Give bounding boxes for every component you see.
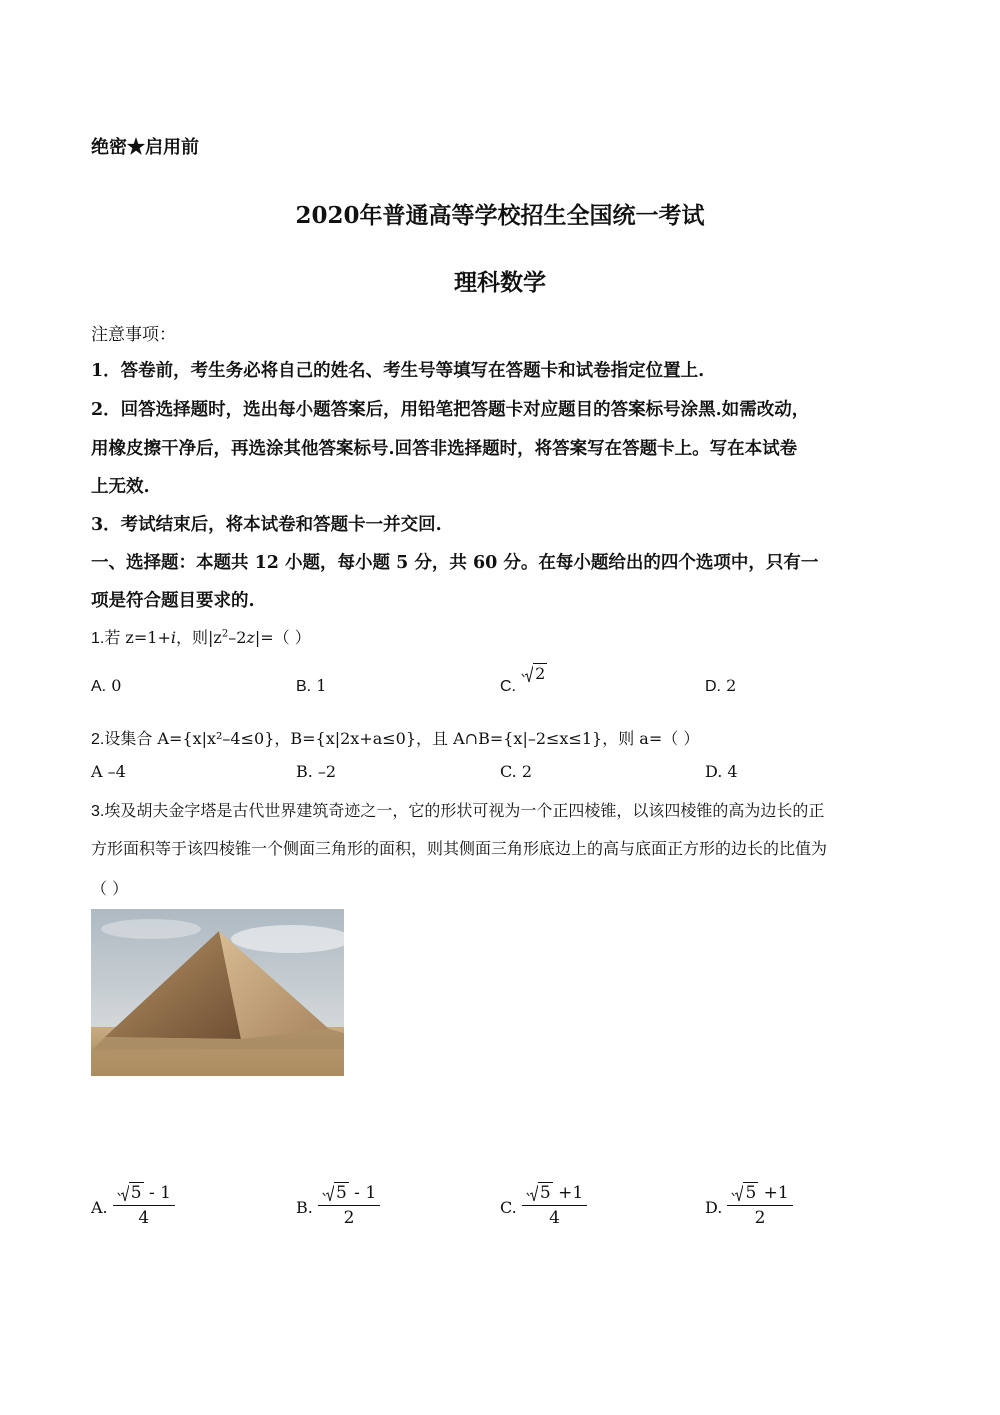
q3-option-c-radicand: 5 [539, 1183, 551, 1203]
question-1 [91, 625, 311, 648]
q3-option-b-denominator: 2 [343, 1208, 355, 1228]
q3-option-d-denominator: 2 [754, 1208, 766, 1228]
question-3-line-2: 方形面积等于该四棱锥一个侧面三角形的面积，则其侧面三角形底边上的高与底面正方形的边长的比值为 [91, 839, 828, 858]
question-1-text-d: |=（ ） [254, 628, 311, 647]
radical-sign-icon [121, 1185, 129, 1202]
question-1-number: 1. [91, 630, 105, 647]
radical-sign-icon [525, 666, 533, 683]
q3-option-d[interactable] [705, 1183, 793, 1228]
q3-option-d-numerator [727, 1183, 792, 1206]
confidential-label: 绝密★启用前 [91, 137, 199, 158]
q2-option-a[interactable]: A –4 [91, 762, 126, 781]
question-2-text: 设集合 A={x|x²–4≤0}，B={x|2x+a≤0}，且 A∩B={x|–2≤x≤1}，则 a=（ ） [104, 729, 700, 748]
question-1-text-b: ，则|z [175, 628, 222, 647]
notice-item-2-line-1: 2．回答选择题时，选出每小题答案后，用铅笔把答题卡对应题目的答案标号涂黑.如需改动， [91, 400, 810, 420]
question-1-text-a: 若 z=1+ [104, 628, 171, 647]
pyramid-image-icon [91, 909, 344, 1076]
radical-sign-icon [326, 1185, 334, 1202]
q3-option-a-label: A. [91, 1198, 108, 1217]
section-heading-line-1: 一、选择题：本题共 12 小题，每小题 5 分，共 60 分。在每小题给出的四个选项中，只有一 [91, 553, 819, 573]
q1-option-d[interactable] [705, 676, 736, 696]
notice-item-2-line-3: 上无效. [91, 477, 150, 497]
section-heading-line-2: 项是符合题目要求的. [91, 591, 255, 611]
q3-option-b-label: B. [296, 1198, 313, 1217]
q3-option-c[interactable] [500, 1183, 587, 1228]
question-1-sup: 2 [221, 628, 229, 640]
q3-option-b-radicand: 5 [335, 1183, 347, 1203]
q1-option-c[interactable] [500, 664, 547, 695]
q3-option-d-fraction [727, 1183, 792, 1228]
exam-subject: 理科数学 [454, 269, 546, 296]
q2-option-d[interactable]: D. 4 [705, 762, 738, 781]
q3-option-a-denominator: 4 [138, 1208, 150, 1228]
q1-option-b[interactable] [296, 676, 326, 696]
notice-heading: 注意事项： [91, 325, 176, 345]
pyramid-photo [91, 909, 344, 1076]
q1-option-b-label: B. [296, 678, 312, 695]
question-3-line-3: （ ） [91, 879, 129, 898]
q3-option-a-fraction [113, 1183, 175, 1228]
notice-item-1: 1．答卷前，考生务必将自己的姓名、考生号等填写在答题卡和试卷指定位置上. [91, 361, 705, 381]
question-3-line-1 [91, 798, 824, 821]
question-1-text-i: i [170, 628, 176, 647]
q1-option-d-label: D. [705, 678, 721, 695]
exam-title: 2020年普通高等学校招生全国统一考试 [295, 202, 705, 229]
q1-option-a-label: A. [91, 678, 107, 695]
notice-item-2-line-2: 用橡皮擦干净后，再选涂其他答案标号.回答非选择题时，将答案写在答题卡上。写在本试卷 [91, 439, 798, 459]
question-2 [91, 726, 699, 749]
question-1-text-c: –2 [228, 628, 247, 647]
q3-option-d-label: D. [705, 1198, 723, 1217]
q3-option-c-operator: +1 [552, 1183, 584, 1203]
q1-option-c-radicand: 2 [535, 664, 546, 683]
q3-option-a-numerator [113, 1183, 175, 1206]
q3-option-b[interactable] [296, 1183, 380, 1228]
q1-option-c-sqrt [521, 665, 547, 683]
question-3-text-line-1: 埃及胡夫金字塔是古代世界建筑奇迹之一，它的形状可视为一个正四棱锥，以该四棱锥的高为边长的正 [104, 801, 825, 820]
q1-option-c-label: C. [500, 678, 516, 695]
q3-option-c-fraction [522, 1183, 587, 1228]
q3-option-d-radicand: 5 [745, 1183, 757, 1203]
question-3-number: 3. [91, 803, 105, 820]
q3-option-b-fraction [318, 1183, 380, 1228]
q2-option-c[interactable]: C. 2 [500, 762, 533, 781]
notice-item-3: 3．考试结束后，将本试卷和答题卡一并交回. [91, 515, 442, 535]
radical-sign-icon [530, 1185, 538, 1202]
q3-option-a-operator: - 1 [143, 1183, 171, 1203]
q3-option-c-label: C. [500, 1198, 517, 1217]
q3-option-c-denominator: 4 [549, 1208, 560, 1228]
q1-option-a-value: 0 [111, 676, 122, 695]
q1-option-b-value: 1 [316, 676, 327, 695]
q1-option-a[interactable] [91, 676, 121, 696]
q3-option-b-operator: - 1 [348, 1183, 377, 1203]
q3-option-a-radicand: 5 [130, 1183, 142, 1203]
q3-option-a[interactable] [91, 1183, 175, 1228]
question-1-text-z: z [246, 628, 255, 647]
q3-option-d-operator: +1 [758, 1183, 789, 1203]
q2-option-b[interactable]: B. –2 [296, 762, 337, 781]
q3-option-c-numerator [522, 1183, 587, 1206]
q1-option-d-value: 2 [726, 676, 737, 695]
q3-option-b-numerator [318, 1183, 380, 1206]
question-2-number: 2. [91, 731, 105, 748]
radical-sign-icon [735, 1185, 743, 1202]
